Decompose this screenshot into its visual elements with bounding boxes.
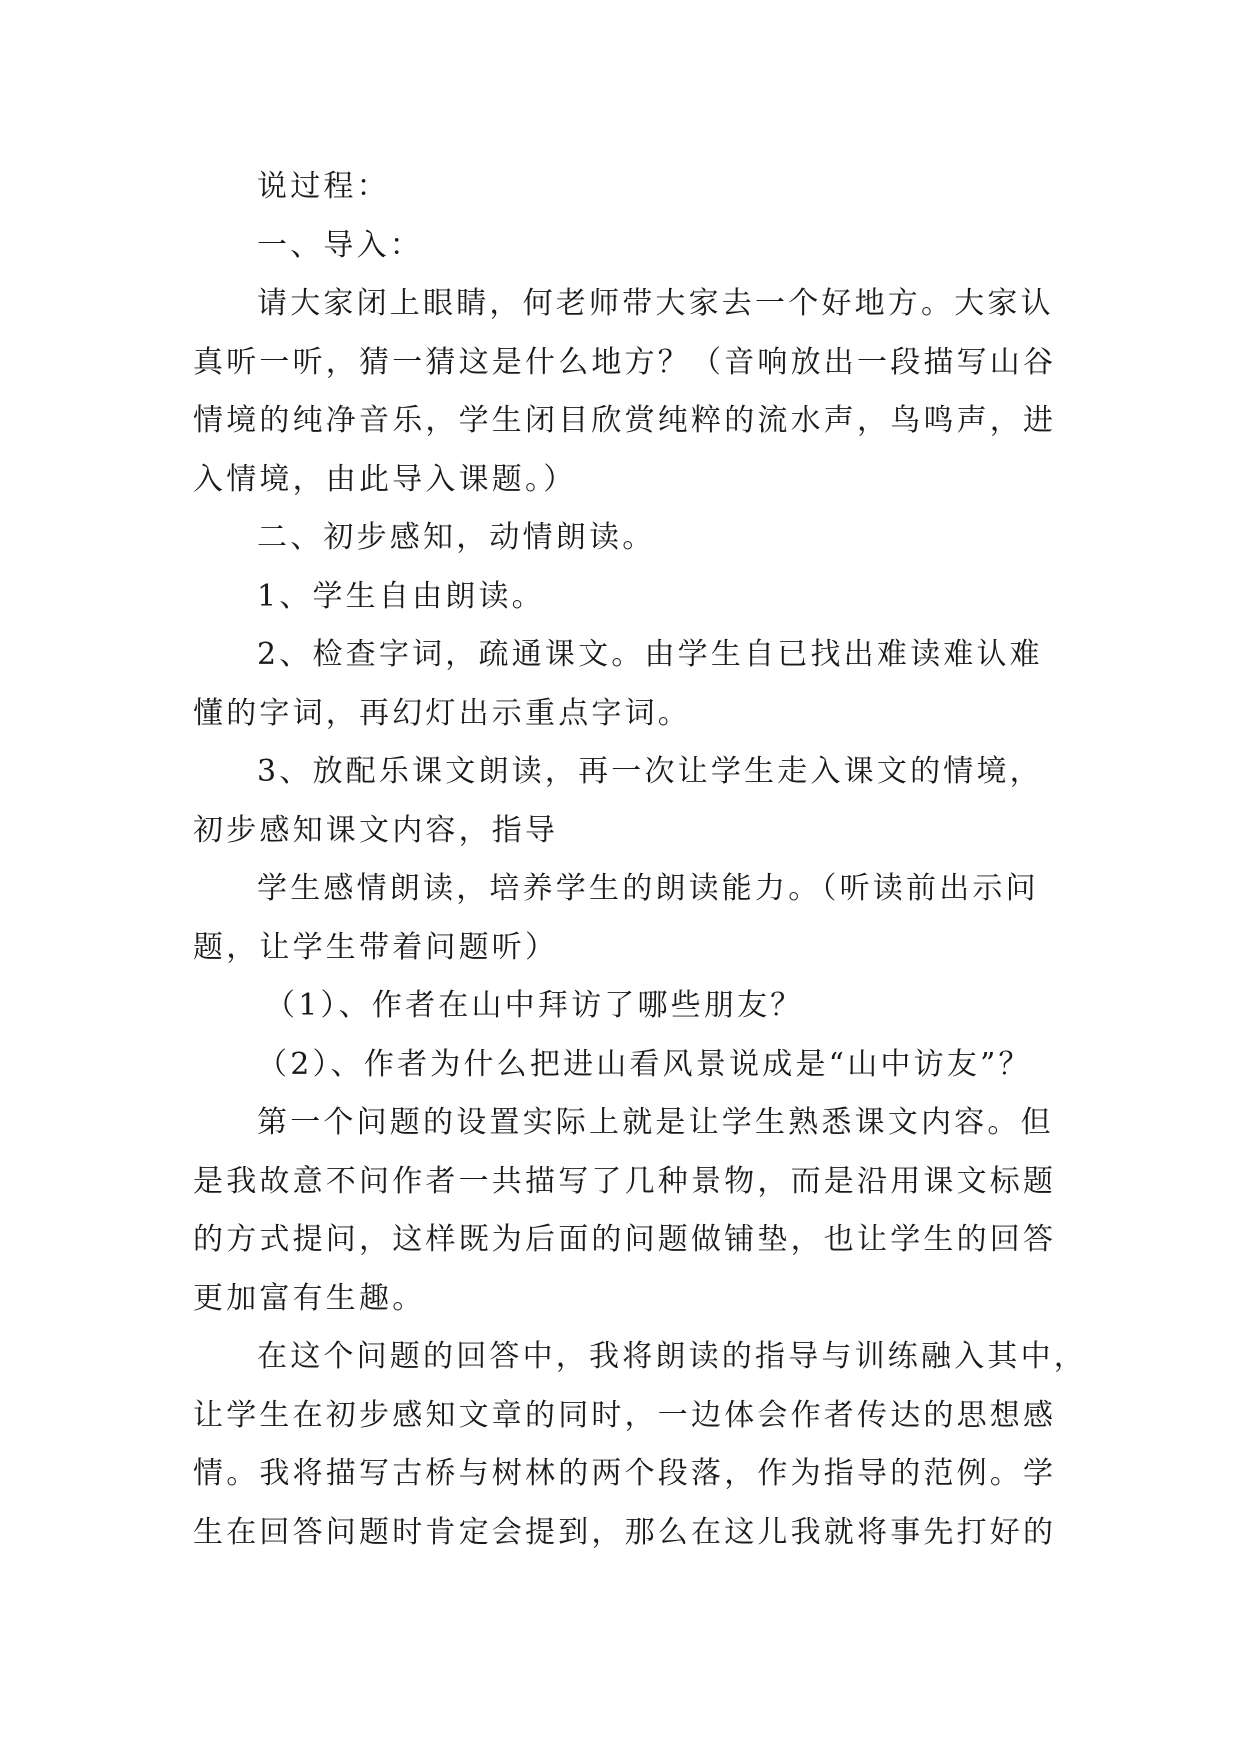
question-line: （1）、作者在山中拜访了哪些朋友？ (265, 988, 804, 1023)
text-line: 初步感知课文内容，指导 (193, 812, 559, 848)
question-line: （2）、作者为什么把进山看风景说成是“山中访友”？ (257, 1046, 1032, 1082)
text-line: 在这个问题的回答中，我将朗读的指导与训练融入其中， (257, 1339, 1087, 1374)
text-line: 是我故意不问作者一共描写了几种景物，而是沿用课文标题 (193, 1163, 1057, 1199)
text-line: 第一个问题的设置实际上就是让学生熟悉课文内容。但 (257, 1105, 1054, 1140)
text-line: 学生感情朗读，培养学生的朗读能力。（听读前出示问 (257, 871, 1039, 906)
text-line: 说过程： (257, 169, 390, 204)
text-line: 2、检查字词，疏通课文。由学生自已找出难读难认难 (257, 637, 1043, 672)
text-line: 情境的纯净音乐，学生闭目欣赏纯粹的流水声，鸟鸣声，进 (193, 403, 1057, 438)
text-line: 更加富有生趣。 (193, 1280, 426, 1316)
text-line: 3、放配乐课文朗读，再一次让学生走入课文的情境， (257, 754, 1043, 789)
text-line: 生在回答问题时肯定会提到，那么在这儿我就将事先打好的 (193, 1514, 1057, 1550)
text-line: 一、导入： (257, 227, 423, 263)
text-line: 情。我将描写古桥与树林的两个段落，作为指导的范例。学 (193, 1456, 1057, 1491)
text-line: 真听一听，猜一猜这是什么地方？（音响放出一段描写山谷 (193, 344, 1057, 380)
text-line: 入情境，由此导入课题。） (193, 461, 577, 497)
text-line: 懂的字词，再幻灯出示重点字词。 (193, 695, 691, 731)
text-line: 题，让学生带着问题听） (193, 929, 559, 965)
document-body (193, 158, 1087, 1562)
text-line: 二、初步感知，动情朗读。 (257, 520, 656, 555)
text-line: 1、学生自由朗读。 (257, 578, 545, 614)
text-line: 请大家闭上眼睛，何老师带大家去一个好地方。大家认 (257, 286, 1054, 321)
text-line: 让学生在初步感知文章的同时，一边体会作者传达的思想感 (193, 1397, 1057, 1433)
text-line: 的方式提问，这样既为后面的问题做铺垫，也让学生的回答 (193, 1222, 1057, 1257)
